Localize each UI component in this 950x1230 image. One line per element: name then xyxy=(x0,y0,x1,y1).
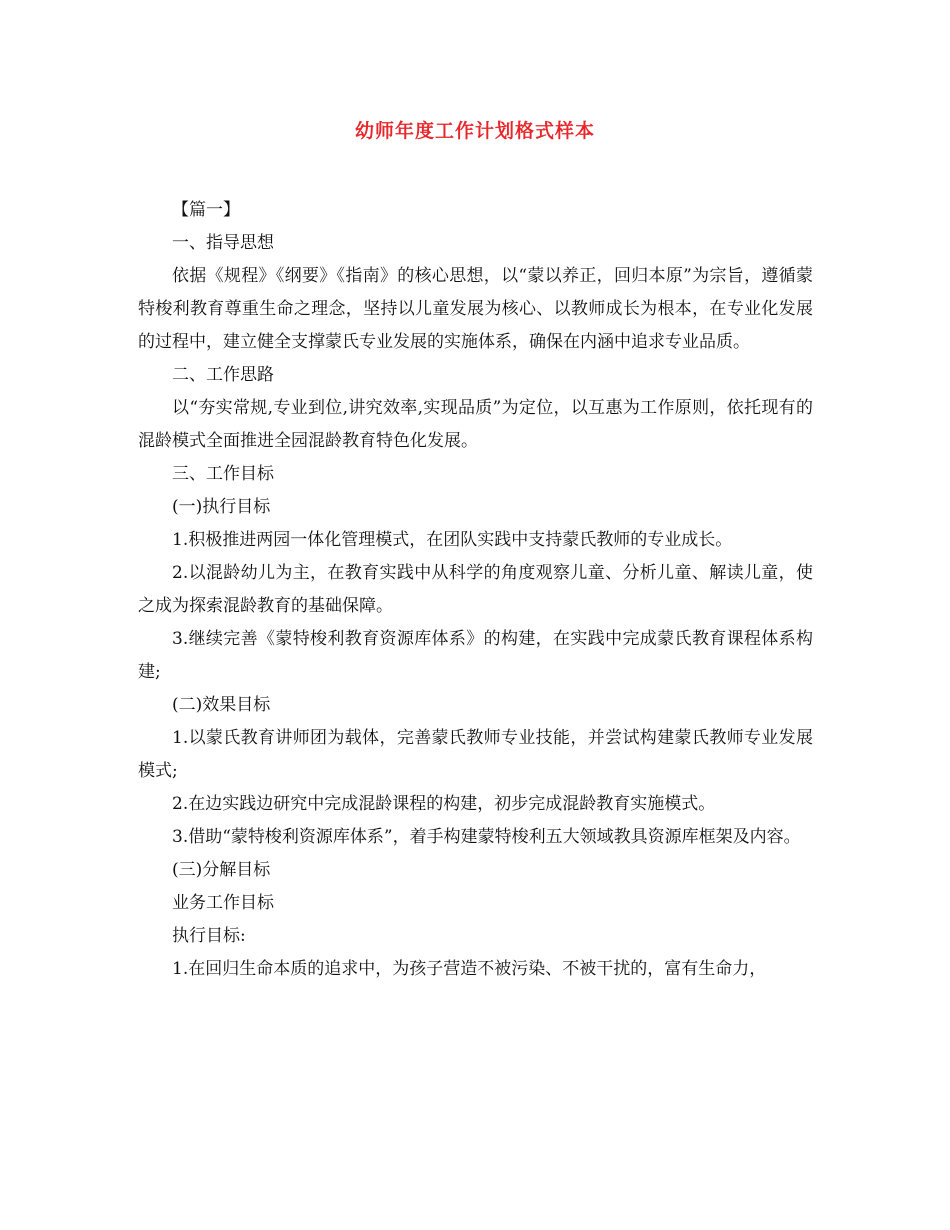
heading-work-goals: 三、工作目标 xyxy=(172,464,274,484)
list-item-effect-3: 3.借助“蒙特梭利资源库体系”，着手构建蒙特梭利五大领域教具资源库框架及内容。 xyxy=(172,827,801,847)
list-item-execution-1: 1.积极推进两园一体化管理模式，在团队实践中支持蒙氏教师的专业成长。 xyxy=(172,530,733,550)
subheading-execution-label: 执行目标: xyxy=(172,926,246,946)
paragraph-part-one: 【篇一】 xyxy=(172,200,240,220)
paragraph-work-approach: 以“夯实常规,专业到位,讲究效率,实现品质”为定位，以互惠为工作原则，依托现有的混龄模式全面推进全园混龄教育特色化发展。 xyxy=(138,398,813,451)
subheading-breakdown-goals: (三)分解目标 xyxy=(172,860,271,880)
subheading-execution-goals: (一)执行目标 xyxy=(172,497,271,517)
list-item-effect-2: 2.在边实践边研究中完成混龄课程的构建，初步完成混龄教育实施模式。 xyxy=(172,794,716,814)
paragraph-guiding-ideology: 依据《规程》《纲要》《指南》的核心思想，以“蒙以养正，回归本原”为宗旨，遵循蒙特梭利教育尊重生命之理念，坚持以儿童发展为核心、以教师成长为根本，在专业化发展的过程中，建立健全支撑蒙氏专业发展的实施体系，确保在内涵中追求专业品质。 xyxy=(138,266,813,352)
subheading-business-goals: 业务工作目标 xyxy=(172,893,274,913)
list-item-effect-1: 1.以蒙氏教育讲师团为载体，完善蒙氏教师专业技能，并尝试构建蒙氏教师专业发展模式; xyxy=(138,728,813,781)
list-item-execution-2: 2.以混龄幼儿为主，在教育实践中从科学的角度观察儿童、分析儿童、解读儿童，使之成为探索混龄教育的基础保障。 xyxy=(138,563,813,616)
list-item-execution-3: 3.继续完善《蒙特梭利教育资源库体系》的构建，在实践中完成蒙氏教育课程体系构建; xyxy=(138,629,813,682)
list-item-business-1: 1.在回归生命本质的追求中，为孩子营造不被污染、不被干扰的，富有生命力， xyxy=(172,959,767,979)
heading-guiding-ideology: 一、指导思想 xyxy=(172,233,274,253)
document-title: 幼师年度工作计划格式样本 xyxy=(354,120,595,142)
document-body xyxy=(138,194,813,986)
heading-work-approach: 二、工作思路 xyxy=(172,365,274,385)
subheading-effect-goals: (二)效果目标 xyxy=(172,695,271,715)
